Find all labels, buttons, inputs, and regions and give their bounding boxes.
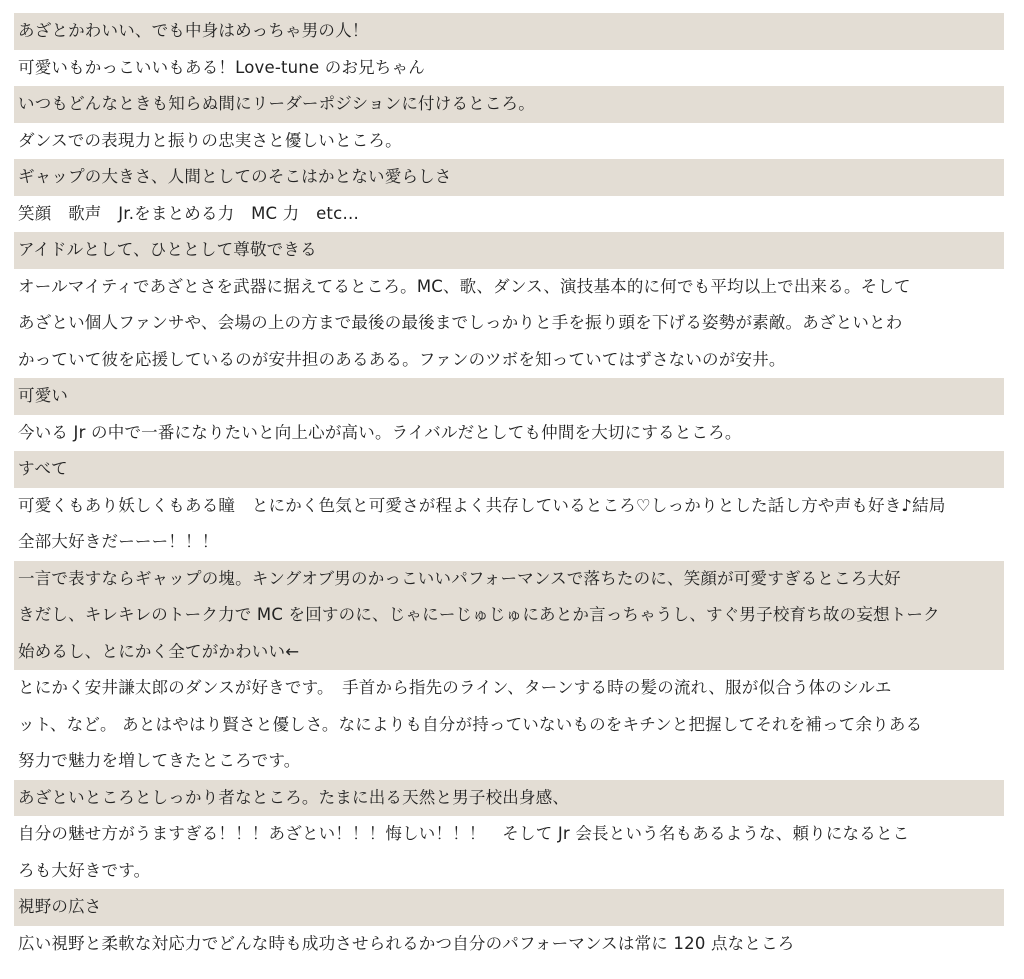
comment-row [14, 670, 1004, 780]
comment-row [14, 451, 1004, 488]
comment-text-line: あざとかわいい、でも中身はめっちゃ男の人！ [18, 21, 369, 40]
comment-text-line: 可愛いもかっこいいもある！Love-tune のお兄ちゃん [18, 57, 425, 77]
comment-text-line: ろも大好きです。 [18, 860, 151, 880]
comment-row [14, 415, 1004, 452]
comment-row [14, 488, 1004, 561]
comment-row [14, 561, 1004, 671]
comment-row [14, 780, 1004, 817]
comment-text-line: かっていて彼を応援しているのが安井担のあるある。ファンのツボを知っていてはずさないのが安井。 [18, 349, 786, 369]
comment-row [14, 86, 1004, 123]
comment-row [14, 889, 1004, 926]
comment-row [14, 13, 1004, 50]
comment-row [14, 196, 1004, 233]
comment-row [14, 123, 1004, 160]
comment-row [14, 816, 1004, 889]
comment-row [14, 378, 1004, 415]
comment-row [14, 926, 1004, 963]
comment-text-line: 笑顔 歌声 Jr.をまとめる力 MC 力 etc… [18, 203, 360, 223]
comment-text-line: あざといところとしっかり者なところ。たまに出る天然と男子校出身感、 [18, 787, 570, 807]
comment-text-line: 努力で魅力を増してきたところです。 [18, 751, 301, 770]
comment-text-line: とにかく安井謙太郎のダンスが好きです。 手首から指先のライン、ターンする時の髪の流れ、服が似合う体のシルエ [18, 678, 892, 697]
comment-list [14, 13, 1004, 962]
comment-text-line: 可愛い [18, 386, 69, 405]
comment-row [14, 50, 1004, 87]
comment-text-line: ダンスでの表現力と振りの忠実さと優しいところ。 [18, 130, 402, 150]
comment-text-line: 全部大好きだーーー！！！ [18, 532, 219, 551]
comment-row [14, 159, 1004, 196]
comment-text-line: きだし、キレキレのトーク力で MC を回すのに、じゃにーじゅじゅにあとか言っちゃうし、すぐ男子校育ち故の妄想トーク [18, 605, 940, 624]
comment-text-line: 広い視野と柔軟な対応力でどんな時も成功させられるかつ自分のパフォーマンスは常に 120 点なところ [18, 933, 795, 953]
comment-text-line: 今いる Jr の中で一番になりたいと向上心が高い。ライバルだとしても仲間を大切にするところ。 [18, 422, 742, 442]
comment-text-line: 可愛くもあり妖しくもある瞳 とにかく色気と可愛さが程よく共存しているところ♡しっかりとした話し方や声も好き♪結局 [18, 495, 946, 515]
comment-text-line: 自分の魅せ方がうますぎる！！！あざとい！！！悔しい！！！ そして Jr 会長という名もあるような、頼りになるとこ [18, 824, 910, 843]
comment-text-line: あざとい個人ファンサや、会場の上の方まで最後の最後までしっかりと手を振り頭を下げる姿勢が素敵。あざといとわ [18, 313, 903, 332]
comment-text-line: 始めるし、とにかく全てがかわいい← [18, 641, 300, 661]
comment-text-line: ット、など。 あとはやはり賢さと優しさ。なによりも自分が持っていないものをキチンと把握してそれを補って余りある [18, 714, 923, 734]
comment-row [14, 269, 1004, 379]
comment-text-line: アイドルとして、ひととして尊敬できる [18, 240, 317, 259]
comment-text-line: 一言で表すならギャップの塊。キングオブ男のかっこいいパフォーマンスで落ちたのに、笑顔が可愛すぎるところ大好 [18, 568, 901, 588]
comment-text-line: 視野の広さ [18, 897, 102, 916]
comment-text-line: いつもどんなときも知らぬ間にリーダーポジションに付けるところ。 [18, 94, 535, 113]
comment-text-line: ギャップの大きさ、人間としてのそこはかとない愛らしさ [18, 167, 452, 186]
comment-text-line: すべて [18, 459, 68, 478]
comment-row [14, 232, 1004, 269]
comment-text-line: オールマイティであざとさを武器に据えてるところ。MC、歌、ダンス、演技基本的に何でも平均以上で出来る。そして [18, 276, 911, 296]
